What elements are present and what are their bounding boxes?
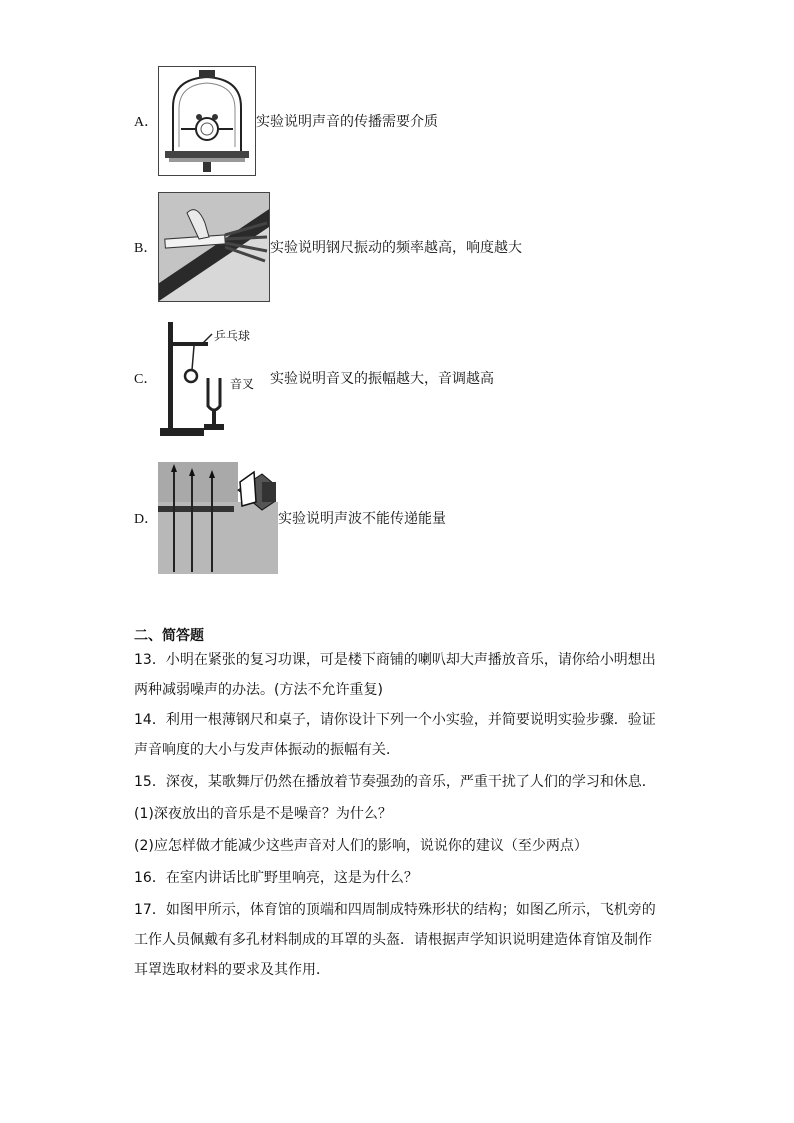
question-17: 17．如图甲所示，体育馆的顶端和四周制成特殊形状的结构；如图乙所示，飞机旁的工作人员佩戴有多孔材料制成的耳罩的头盔．请根据声学知识说明建造体育馆及制作耳罩选取材料的要求及其作用． [134, 902, 656, 978]
option-letter: B． [134, 241, 158, 256]
question-16: 16．在室内讲话比旷野里响亮，这是为什么？ [134, 870, 418, 886]
option-text: 实验说明钢尺振动的频率越高，响度越大 [270, 240, 522, 256]
ball-label: 乒乓球 [214, 329, 251, 343]
option-letter: C． [134, 372, 158, 387]
option-b [134, 192, 522, 302]
option-text: 实验说明声波不能传递能量 [278, 511, 446, 527]
candles-speaker-image [158, 462, 278, 574]
fork-label: 音叉 [230, 377, 255, 391]
question-14: 14．利用一根薄钢尺和桌子，请你设计下列一个小实验，并简要说明实验步骤．验证声音响度的大小与发声体振动的振幅有关． [134, 712, 656, 758]
option-letter: D． [134, 512, 159, 527]
question-15-part-1: (1)深夜放出的音乐是不是噪音？为什么？ [134, 806, 392, 822]
option-letter: A． [134, 115, 159, 130]
option-d [134, 462, 446, 574]
option-c [134, 318, 494, 438]
option-text: 实验说明音叉的振幅越大，音调越高 [270, 371, 494, 387]
question-15: 15．深夜，某歌舞厅仍然在播放着节奏强劲的音乐，严重干扰了人们的学习和休息． [134, 774, 656, 790]
bell-jar-image [158, 66, 256, 176]
option-a [134, 66, 438, 176]
option-text: 实验说明声音的传播需要介质 [256, 114, 438, 130]
question-15-part-2: (2)应怎样做才能减少这些声音对人们的影响，说说你的建议（至少两点） [134, 838, 588, 854]
tuning-fork-image [158, 318, 270, 438]
section-title: 二、简答题 [134, 628, 204, 644]
ruler-table-image [158, 192, 270, 302]
question-13: 13．小明在紧张的复习功课，可是楼下商铺的喇叭却大声播放音乐，请你给小明想出两种减弱噪声的办法。(方法不允许重复) [134, 652, 656, 698]
